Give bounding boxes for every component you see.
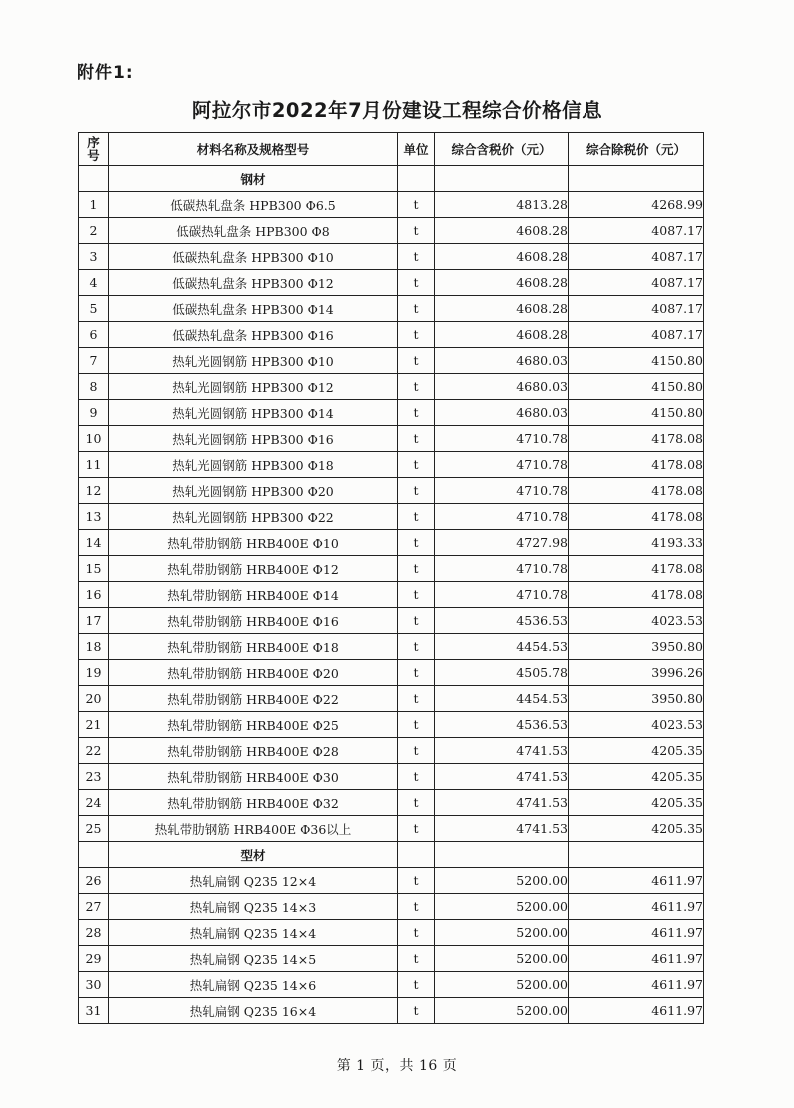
cell-unit: t [398, 504, 435, 530]
cell-price-with-tax: 4454.53 [435, 634, 569, 660]
cell-material-name: 热轧带肋钢筋 HRB400E Φ32 [109, 790, 398, 816]
cell-seq: 11 [79, 452, 109, 478]
cell-price-with-tax: 4727.98 [435, 530, 569, 556]
section-label: 型材 [109, 842, 398, 868]
cell-price-with-tax: 5200.00 [435, 894, 569, 920]
section-empty-cell [569, 842, 704, 868]
cell-material-name: 低碳热轧盘条 HPB300 Φ6.5 [109, 192, 398, 218]
table-row [79, 686, 704, 712]
cell-unit: t [398, 946, 435, 972]
section-empty-cell [398, 842, 435, 868]
cell-price-with-tax: 4710.78 [435, 452, 569, 478]
table-row [79, 608, 704, 634]
cell-unit: t [398, 192, 435, 218]
cell-price-without-tax: 4087.17 [569, 244, 704, 270]
table-row [79, 972, 704, 998]
header-price-with-tax: 综合含税价（元） [435, 133, 569, 166]
cell-price-with-tax: 4710.78 [435, 478, 569, 504]
table-row [79, 244, 704, 270]
table-row [79, 920, 704, 946]
cell-unit: t [398, 400, 435, 426]
cell-material-name: 低碳热轧盘条 HPB300 Φ14 [109, 296, 398, 322]
cell-unit: t [398, 660, 435, 686]
cell-price-without-tax: 4087.17 [569, 218, 704, 244]
cell-material-name: 热轧扁钢 Q235 14×4 [109, 920, 398, 946]
cell-price-with-tax: 5200.00 [435, 946, 569, 972]
cell-material-name: 热轧带肋钢筋 HRB400E Φ28 [109, 738, 398, 764]
cell-price-with-tax: 4454.53 [435, 686, 569, 712]
header-seq [79, 133, 109, 166]
table-row [79, 894, 704, 920]
cell-material-name: 热轧扁钢 Q235 14×6 [109, 972, 398, 998]
table-row [79, 660, 704, 686]
cell-price-with-tax: 5200.00 [435, 972, 569, 998]
cell-seq: 9 [79, 400, 109, 426]
cell-price-without-tax: 4150.80 [569, 348, 704, 374]
cell-price-with-tax: 4608.28 [435, 244, 569, 270]
cell-price-with-tax: 4680.03 [435, 374, 569, 400]
cell-price-without-tax: 4611.97 [569, 868, 704, 894]
cell-price-without-tax: 4205.35 [569, 790, 704, 816]
cell-price-without-tax: 4268.99 [569, 192, 704, 218]
cell-unit: t [398, 634, 435, 660]
cell-unit: t [398, 868, 435, 894]
cell-price-with-tax: 4536.53 [435, 712, 569, 738]
table-row [79, 218, 704, 244]
table-row [79, 764, 704, 790]
cell-unit: t [398, 738, 435, 764]
cell-material-name: 热轧扁钢 Q235 12×4 [109, 868, 398, 894]
table-row [79, 556, 704, 582]
cell-seq: 28 [79, 920, 109, 946]
section-empty-cell [79, 842, 109, 868]
cell-seq: 17 [79, 608, 109, 634]
cell-unit: t [398, 894, 435, 920]
cell-seq: 12 [79, 478, 109, 504]
cell-material-name: 热轧带肋钢筋 HRB400E Φ22 [109, 686, 398, 712]
page-title: 阿拉尔市2022年7月份建设工程综合价格信息 [191, 99, 603, 122]
cell-unit: t [398, 322, 435, 348]
table-row [79, 348, 704, 374]
cell-price-without-tax: 4611.97 [569, 894, 704, 920]
cell-material-name: 低碳热轧盘条 HPB300 Φ16 [109, 322, 398, 348]
cell-unit: t [398, 426, 435, 452]
cell-price-with-tax: 4608.28 [435, 218, 569, 244]
cell-seq: 4 [79, 270, 109, 296]
table-row [79, 790, 704, 816]
section-label: 钢材 [109, 166, 398, 192]
cell-material-name: 热轧带肋钢筋 HRB400E Φ14 [109, 582, 398, 608]
table-row [79, 296, 704, 322]
cell-price-without-tax: 4611.97 [569, 920, 704, 946]
table-row [79, 504, 704, 530]
cell-material-name: 热轧光圆钢筋 HPB300 Φ14 [109, 400, 398, 426]
table-row [79, 998, 704, 1024]
cell-price-with-tax: 4741.53 [435, 816, 569, 842]
cell-seq: 14 [79, 530, 109, 556]
cell-price-with-tax: 5200.00 [435, 920, 569, 946]
cell-seq: 13 [79, 504, 109, 530]
cell-price-with-tax: 5200.00 [435, 868, 569, 894]
cell-material-name: 热轧扁钢 Q235 14×3 [109, 894, 398, 920]
cell-price-without-tax: 4193.33 [569, 530, 704, 556]
cell-price-without-tax: 4178.08 [569, 426, 704, 452]
cell-seq: 22 [79, 738, 109, 764]
cell-price-without-tax: 4178.08 [569, 582, 704, 608]
cell-price-without-tax: 4205.35 [569, 738, 704, 764]
cell-price-without-tax: 4611.97 [569, 998, 704, 1024]
cell-seq: 30 [79, 972, 109, 998]
cell-price-without-tax: 4150.80 [569, 374, 704, 400]
cell-seq: 26 [79, 868, 109, 894]
cell-seq: 16 [79, 582, 109, 608]
cell-price-with-tax: 4813.28 [435, 192, 569, 218]
cell-price-with-tax: 4680.03 [435, 400, 569, 426]
cell-price-without-tax: 3950.80 [569, 686, 704, 712]
cell-unit: t [398, 270, 435, 296]
cell-price-without-tax: 4611.97 [569, 946, 704, 972]
table-row [79, 426, 704, 452]
cell-unit: t [398, 452, 435, 478]
cell-material-name: 热轧光圆钢筋 HPB300 Φ10 [109, 348, 398, 374]
cell-price-without-tax: 4023.53 [569, 712, 704, 738]
cell-price-without-tax: 3996.26 [569, 660, 704, 686]
cell-price-with-tax: 4710.78 [435, 426, 569, 452]
cell-unit: t [398, 764, 435, 790]
cell-material-name: 热轧带肋钢筋 HRB400E Φ18 [109, 634, 398, 660]
cell-unit: t [398, 582, 435, 608]
header-name: 材料名称及规格型号 [109, 133, 398, 166]
cell-price-with-tax: 5200.00 [435, 998, 569, 1024]
cell-price-without-tax: 4087.17 [569, 322, 704, 348]
cell-unit: t [398, 920, 435, 946]
cell-material-name: 低碳热轧盘条 HPB300 Φ12 [109, 270, 398, 296]
table-row [79, 582, 704, 608]
cell-price-with-tax: 4741.53 [435, 790, 569, 816]
cell-seq: 29 [79, 946, 109, 972]
cell-material-name: 热轧光圆钢筋 HPB300 Φ22 [109, 504, 398, 530]
cell-price-with-tax: 4608.28 [435, 296, 569, 322]
cell-price-with-tax: 4710.78 [435, 504, 569, 530]
cell-seq: 1 [79, 192, 109, 218]
table-row [79, 738, 704, 764]
header-price-without-tax: 综合除税价（元） [569, 133, 704, 166]
section-empty-cell [435, 842, 569, 868]
cell-unit: t [398, 712, 435, 738]
cell-seq: 15 [79, 556, 109, 582]
cell-material-name: 热轧光圆钢筋 HPB300 Φ18 [109, 452, 398, 478]
cell-material-name: 低碳热轧盘条 HPB300 Φ8 [109, 218, 398, 244]
section-empty-cell [435, 166, 569, 192]
cell-seq: 20 [79, 686, 109, 712]
table-body [79, 166, 704, 1024]
cell-seq: 3 [79, 244, 109, 270]
table-row [79, 270, 704, 296]
cell-seq: 10 [79, 426, 109, 452]
cell-seq: 19 [79, 660, 109, 686]
cell-price-without-tax: 4023.53 [569, 608, 704, 634]
cell-unit: t [398, 218, 435, 244]
cell-price-without-tax: 4087.17 [569, 296, 704, 322]
cell-material-name: 热轧光圆钢筋 HPB300 Φ12 [109, 374, 398, 400]
cell-price-without-tax: 4087.17 [569, 270, 704, 296]
cell-price-with-tax: 4608.28 [435, 270, 569, 296]
cell-seq: 7 [79, 348, 109, 374]
cell-unit: t [398, 244, 435, 270]
cell-seq: 5 [79, 296, 109, 322]
cell-material-name: 热轧带肋钢筋 HRB400E Φ36以上 [109, 816, 398, 842]
header-unit: 单位 [398, 133, 435, 166]
cell-seq: 25 [79, 816, 109, 842]
section-row [79, 166, 704, 192]
cell-material-name: 热轧带肋钢筋 HRB400E Φ25 [109, 712, 398, 738]
section-row [79, 842, 704, 868]
section-empty-cell [569, 166, 704, 192]
cell-price-with-tax: 4608.28 [435, 322, 569, 348]
cell-material-name: 热轧扁钢 Q235 14×5 [109, 946, 398, 972]
table-row [79, 374, 704, 400]
cell-unit: t [398, 998, 435, 1024]
cell-price-without-tax: 4178.08 [569, 452, 704, 478]
cell-seq: 23 [79, 764, 109, 790]
table-row [79, 400, 704, 426]
cell-seq: 2 [79, 218, 109, 244]
cell-material-name: 热轧带肋钢筋 HRB400E Φ30 [109, 764, 398, 790]
cell-price-with-tax: 4710.78 [435, 582, 569, 608]
cell-seq: 8 [79, 374, 109, 400]
cell-price-with-tax: 4680.03 [435, 348, 569, 374]
cell-seq: 21 [79, 712, 109, 738]
header-seq-text: 序号 [87, 135, 100, 163]
cell-material-name: 热轧带肋钢筋 HRB400E Φ10 [109, 530, 398, 556]
cell-seq: 27 [79, 894, 109, 920]
cell-unit: t [398, 296, 435, 322]
cell-seq: 24 [79, 790, 109, 816]
table-row [79, 192, 704, 218]
cell-price-without-tax: 4205.35 [569, 764, 704, 790]
table-header-row [79, 133, 704, 166]
cell-material-name: 热轧带肋钢筋 HRB400E Φ16 [109, 608, 398, 634]
cell-price-with-tax: 4741.53 [435, 738, 569, 764]
cell-unit: t [398, 478, 435, 504]
cell-material-name: 低碳热轧盘条 HPB300 Φ10 [109, 244, 398, 270]
table-row [79, 816, 704, 842]
table-row [79, 452, 704, 478]
table-row [79, 322, 704, 348]
cell-unit: t [398, 374, 435, 400]
table-row [79, 530, 704, 556]
page-footer: 第 1 页，共 16 页 [336, 1058, 458, 1074]
price-table [78, 132, 704, 1024]
section-empty-cell [79, 166, 109, 192]
cell-seq: 18 [79, 634, 109, 660]
cell-unit: t [398, 686, 435, 712]
attachment-label: 附件1: [77, 63, 134, 83]
table-row [79, 946, 704, 972]
cell-material-name: 热轧带肋钢筋 HRB400E Φ20 [109, 660, 398, 686]
cell-unit: t [398, 790, 435, 816]
cell-unit: t [398, 530, 435, 556]
table-row [79, 868, 704, 894]
cell-material-name: 热轧光圆钢筋 HPB300 Φ20 [109, 478, 398, 504]
cell-material-name: 热轧带肋钢筋 HRB400E Φ12 [109, 556, 398, 582]
cell-price-without-tax: 4150.80 [569, 400, 704, 426]
cell-price-with-tax: 4505.78 [435, 660, 569, 686]
cell-price-without-tax: 4205.35 [569, 816, 704, 842]
cell-price-without-tax: 4178.08 [569, 556, 704, 582]
cell-price-without-tax: 4178.08 [569, 504, 704, 530]
cell-price-without-tax: 4611.97 [569, 972, 704, 998]
cell-material-name: 热轧光圆钢筋 HPB300 Φ16 [109, 426, 398, 452]
cell-unit: t [398, 608, 435, 634]
table-row [79, 634, 704, 660]
cell-unit: t [398, 816, 435, 842]
cell-price-without-tax: 4178.08 [569, 478, 704, 504]
cell-unit: t [398, 972, 435, 998]
cell-unit: t [398, 348, 435, 374]
table-row [79, 712, 704, 738]
section-empty-cell [398, 166, 435, 192]
cell-price-with-tax: 4536.53 [435, 608, 569, 634]
cell-unit: t [398, 556, 435, 582]
cell-price-with-tax: 4741.53 [435, 764, 569, 790]
cell-price-with-tax: 4710.78 [435, 556, 569, 582]
cell-price-without-tax: 3950.80 [569, 634, 704, 660]
cell-seq: 31 [79, 998, 109, 1024]
table-row [79, 478, 704, 504]
cell-material-name: 热轧扁钢 Q235 16×4 [109, 998, 398, 1024]
cell-seq: 6 [79, 322, 109, 348]
